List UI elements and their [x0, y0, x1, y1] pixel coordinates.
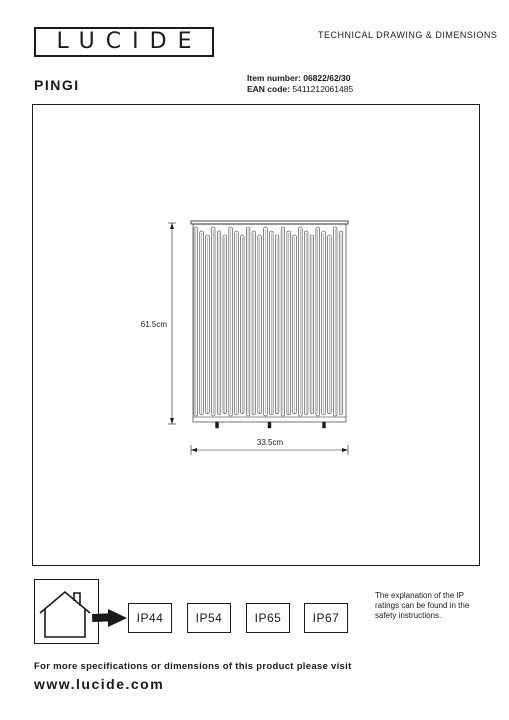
lamp-top-cap: [191, 221, 348, 224]
ip-rating-note: The explanation of the IP ratings can be found in the safety instructions.: [375, 591, 470, 620]
width-arrow-right: [342, 448, 348, 452]
height-arrow-bottom: [170, 418, 174, 424]
lamp-foot: [323, 422, 326, 428]
width-arrow-left: [191, 448, 197, 452]
height-arrow-top: [170, 223, 174, 229]
height-label: 61.5cm: [140, 320, 167, 329]
width-label: 33.5cm: [256, 438, 284, 447]
ean-code-value: 5411212061485: [292, 84, 354, 94]
product-name: PINGI: [34, 77, 80, 93]
ip-rating-box: IP54: [187, 603, 231, 633]
ip-rating-box: IP44: [128, 603, 172, 633]
ip-rating-box: IP67: [304, 603, 348, 633]
footer-website-link[interactable]: www.lucide.com: [34, 676, 165, 692]
height-dimension: [168, 223, 176, 424]
brand-logo-text: LUCIDE: [56, 29, 203, 54]
lamp-drawing: [191, 221, 348, 428]
item-number-label: Item number:: [247, 73, 301, 83]
document-title: TECHNICAL DRAWING & DIMENSIONS: [318, 30, 498, 40]
lamp-foot: [216, 422, 219, 428]
indoor-outdoor-box: [34, 579, 99, 644]
lamp-foot: [268, 422, 271, 428]
item-number-value: 06822/62/30: [303, 73, 351, 83]
ip-rating-box: IP65: [246, 603, 290, 633]
ean-code-label: EAN code:: [247, 84, 290, 94]
footer-text: For more specifications or dimensions of this product please visit: [34, 661, 352, 672]
